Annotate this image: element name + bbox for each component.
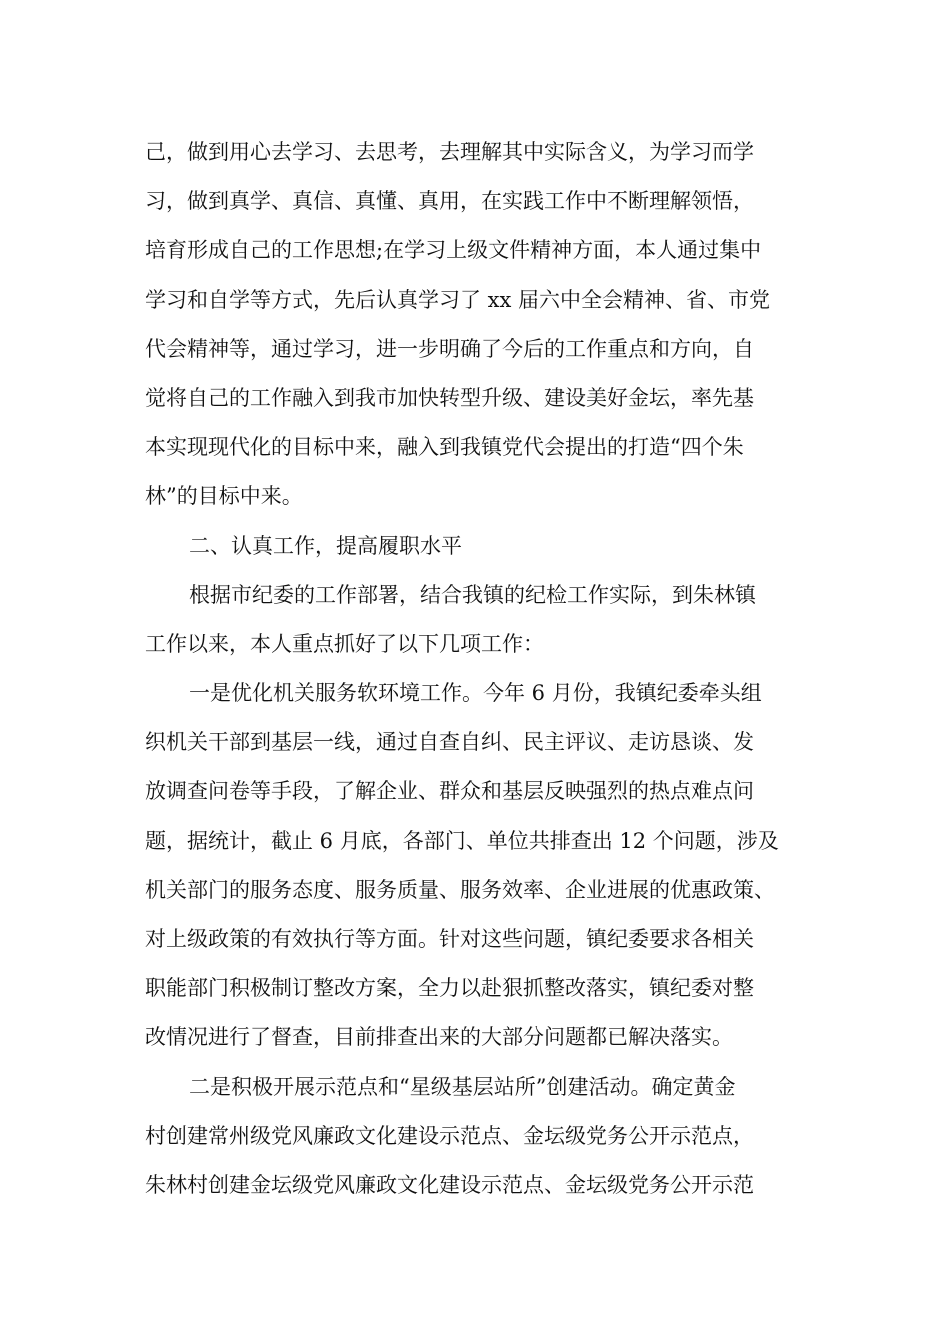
text-line: 放调查问卷等手段，了解企业、群众和基层反映强烈的热点难点问 [145,779,754,804]
paragraph-start-line: 根据市纪委的工作部署，结合我镇的纪检工作实际，到朱林镇 [189,582,756,607]
text-line: 题，据统计，截止 6 月底，各部门、单位共排查出 12 个问题，涉及 [145,828,779,853]
text-line: 织机关干部到基层一线，通过自查自纠、民主评议、走访恳谈、发 [145,730,754,755]
section-heading: 二、认真工作，提高履职水平 [189,533,462,558]
text-line: 机关部门的服务态度、服务质量、服务效率、企业进展的优惠政策、 [145,877,775,902]
text-line: 朱林村创建金坛级党风廉政文化建设示范点、金坛级党务公开示范 [145,1172,754,1197]
text-line: 工作以来，本人重点抓好了以下几项工作： [145,631,544,656]
text-line: 职能部门积极制订整改方案，全力以赴狠抓整改落实，镇纪委对整 [145,976,754,1001]
text-line: 习，做到真学、真信、真懂、真用，在实践工作中不断理解领悟， [145,189,754,214]
text-line: 对上级政策的有效执行等方面。针对这些问题，镇纪委要求各相关 [145,927,754,951]
document-body [145,128,825,1210]
paragraph-start-line: 二是积极开展示范点和“星级基层站所”创建活动。确定黄金 [189,1074,736,1099]
text-line: 林”的目标中来。 [145,484,303,509]
text-line: 村创建常州级党风廉政文化建设示范点、金坛级党务公开示范点， [145,1123,754,1148]
text-line: 改情况进行了督查，目前排查出来的大部分问题都已解决落实。 [145,1025,733,1050]
text-line: 本实现现代化的目标中来，融入到我镇党代会提出的打造“四个朱 [145,435,744,460]
paragraph-start-line: 一是优化机关服务软环境工作。今年 6 月份，我镇纪委牵头组 [189,681,762,706]
text-line: 己，做到用心去学习、去思考，去理解其中实际含义，为学习而学 [145,140,754,164]
text-line: 学习和自学等方式，先后认真学习了 xx 届六中全会精神、省、市党 [145,287,771,312]
text-line: 觉将自己的工作融入到我市加快转型升级、建设美好金坛，率先基 [145,385,754,410]
text-line: 代会精神等，通过学习，进一步明确了今后的工作重点和方向，自 [145,336,754,361]
text-line: 培育形成自己的工作思想;在学习上级文件精神方面，本人通过集中 [145,238,762,263]
